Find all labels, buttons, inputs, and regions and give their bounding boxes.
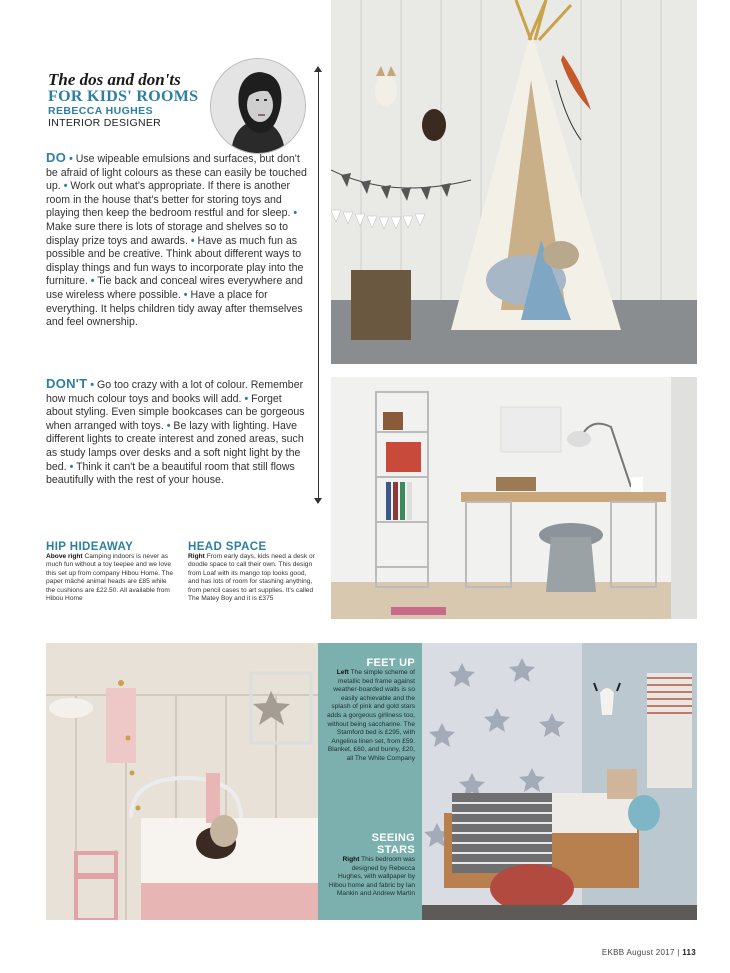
bullet-icon: • bbox=[63, 180, 68, 193]
caption-seeing-stars bbox=[326, 832, 415, 899]
dont-item: Think it can't be a beautiful room that still flows beautifully with the rest of your house. bbox=[46, 460, 295, 487]
author-portrait bbox=[210, 58, 306, 154]
divider-arrow-line bbox=[318, 70, 319, 500]
do-item: Use wipeable emulsions and surfaces, but don't be afraid of light colours as these can easily be touched up. bbox=[46, 153, 307, 193]
do-item: Have as much fun as possible and be creative. Think about different ways to display things and fun ways to incorporate play into the furniture. bbox=[46, 234, 304, 288]
dont-item: Be lazy with lighting. Have different lights to create interest and zoned areas, such as study lamps over desks and a soft night light by the bed. bbox=[46, 419, 304, 473]
author-name: REBECCA HUGHES bbox=[48, 105, 153, 117]
do-item: Make sure there is lots of storage and shelves so to display prize toys and awards. bbox=[46, 220, 289, 247]
caption-label: Left bbox=[336, 669, 349, 676]
arrow-down-icon bbox=[314, 498, 322, 504]
page-footer bbox=[602, 948, 696, 957]
magazine-issue: EKBB August 2017 bbox=[601, 948, 675, 957]
feature-title-caps: FOR KIDS' ROOMS bbox=[48, 88, 199, 105]
dont-item: Forget about styling. Even simple bookcases can be gorgeous when arranged with toys. bbox=[46, 392, 305, 432]
caption-body bbox=[326, 856, 415, 899]
caption-head-space bbox=[188, 541, 316, 603]
caption-text: The simple scheme of metallic bed frame against weather-boarded walls is so easily achievable and the splash of pink and gold stars adds a gorgeous girliness too, without being saccharine. The Stamford bed is £295, with Angelina linen set, from £59. Blanket, £60, and bunny, £20, all The White Company bbox=[327, 669, 415, 762]
caption-text: From early days, kids need a desk or doodle space to call their own. This design from Loaf with its mango top looks good, and has lots of room for stashing anything, from pencil cases to art supplies. It's called The Matey Boy and it is £375 bbox=[188, 553, 315, 603]
photo-teepee bbox=[331, 0, 697, 364]
do-item: Work out what's appropriate. If there is another room in the house that's better for storing toys and playing then keep the bedroom restful and for sleep. bbox=[46, 180, 291, 220]
bullet-icon: • bbox=[69, 460, 74, 473]
caption-title: HIP HIDEAWAY bbox=[46, 541, 134, 553]
page-number: 113 bbox=[682, 948, 696, 957]
arrow-up-icon bbox=[314, 66, 322, 72]
bullet-icon: • bbox=[293, 207, 298, 220]
caption-title: HEAD SPACE bbox=[188, 541, 267, 553]
do-item: Tie back and conceal wires everywhere and use wireless where possible. bbox=[46, 275, 303, 301]
caption-title: FEET UP bbox=[366, 657, 415, 669]
do-heading: DO bbox=[46, 150, 67, 165]
caption-body bbox=[46, 553, 174, 603]
caption-text: This bedroom was designed by Rebecca Hughes, with wallpaper by Hibou home and fabric by Ian Mankin and Andrew Martin bbox=[328, 856, 415, 898]
author-role: INTERIOR DESIGNER bbox=[48, 117, 162, 129]
do-section bbox=[46, 151, 308, 330]
photo-desk bbox=[331, 377, 697, 619]
dont-item: Go too crazy with a lot of colour. Remember how much colour toys and books will add. bbox=[46, 379, 304, 405]
bullet-icon: • bbox=[90, 379, 95, 391]
bullet-icon: • bbox=[69, 153, 73, 165]
caption-title: STARS bbox=[377, 844, 415, 856]
caption-label: Right bbox=[342, 856, 360, 863]
footer-separator: | bbox=[677, 948, 683, 957]
dont-heading: DON'T bbox=[46, 376, 88, 391]
bullet-icon: • bbox=[190, 234, 195, 247]
caption-hip-hideaway bbox=[46, 541, 174, 603]
do-item: Have a place for everything. It helps children tidy away after themselves and feel ownership. bbox=[46, 288, 303, 329]
caption-title: SEEING bbox=[371, 832, 415, 844]
caption-feet-up bbox=[326, 657, 415, 764]
caption-label: Right bbox=[188, 553, 205, 560]
caption-body bbox=[326, 669, 415, 764]
caption-body bbox=[188, 553, 316, 603]
caption-text: Camping indoors is never as much fun without a toy teepee and we love this set up from company Hibou Home. The paper mâché animal heads are £85 while the cushions are £22.50. All available from Hibou Home bbox=[46, 553, 174, 603]
photo-girl-bedroom bbox=[46, 643, 318, 920]
bullet-icon: • bbox=[166, 419, 171, 432]
bullet-icon: • bbox=[90, 275, 95, 288]
bullet-icon: • bbox=[244, 392, 249, 405]
bullet-icon: • bbox=[183, 288, 188, 301]
dont-section bbox=[46, 377, 308, 488]
feature-title-italic: The dos and don'ts bbox=[48, 70, 181, 89]
caption-label: Above right bbox=[46, 553, 83, 560]
photo-stars-bedroom bbox=[422, 643, 697, 920]
